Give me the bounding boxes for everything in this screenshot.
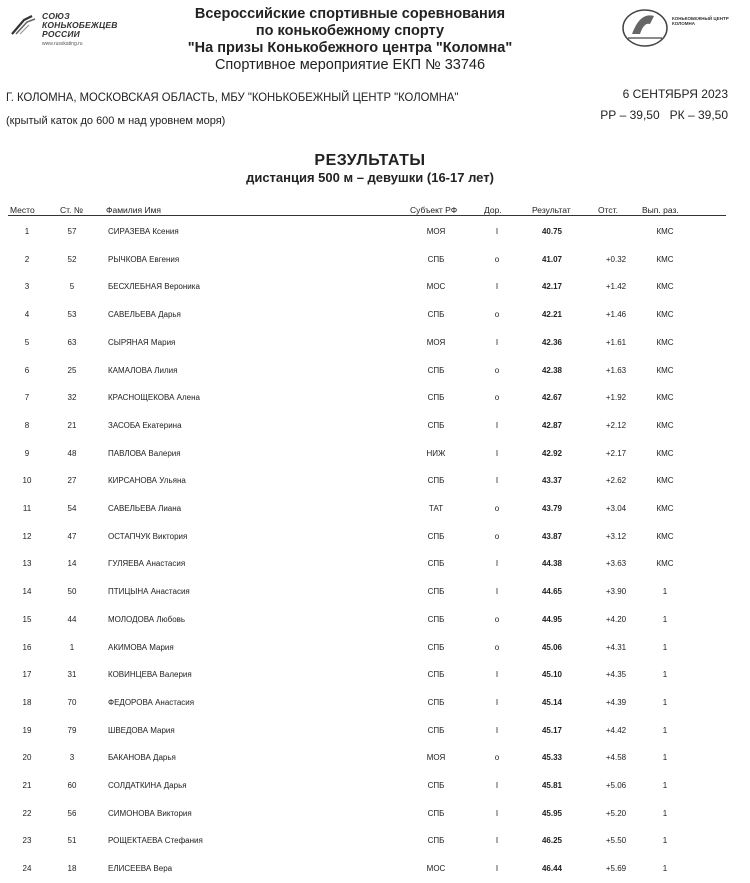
result-cell: 42.92: [541, 448, 563, 458]
region-cell: СПБ: [427, 808, 445, 818]
number-cell: 52: [67, 254, 77, 264]
place-cell: 19: [22, 725, 32, 735]
name-cell: ПТИЦЫНА Анастасия: [108, 587, 190, 597]
col-header-region: Субъект РФ: [410, 205, 458, 215]
venue-note: (крытый каток до 600 м над уровнем моря): [6, 115, 226, 127]
lane-cell: о: [494, 310, 500, 320]
region-cell: СПБ: [427, 420, 445, 430]
lane-cell: I: [495, 227, 499, 236]
lane-cell: I: [495, 697, 499, 707]
diff-cell: +3.04: [605, 504, 627, 513]
table-row: [0, 660, 750, 688]
region-cell: МОЯ: [426, 753, 446, 763]
result-cell: 45.06: [541, 642, 563, 652]
name-cell: САВЕЛЬЕВА Лиана: [108, 504, 182, 513]
place-cell: 14: [22, 587, 32, 597]
result-cell: 41.07: [541, 254, 563, 264]
result-cell: 42.38: [541, 365, 563, 375]
lane-cell: I: [495, 781, 499, 790]
document-header: [160, 6, 540, 74]
category-cell: 1: [662, 836, 668, 846]
table-row: [0, 633, 750, 661]
diff-cell: +3.12: [605, 531, 627, 541]
diff-cell: +3.90: [605, 587, 627, 597]
table-row: [0, 383, 750, 411]
place-cell: 2: [24, 254, 30, 264]
number-cell: 31: [67, 670, 77, 680]
result-cell: 42.87: [541, 420, 563, 430]
diff-cell: +4.58: [605, 753, 627, 763]
region-cell: СПБ: [427, 531, 445, 541]
place-cell: 4: [24, 310, 30, 320]
place-cell: 18: [22, 697, 32, 707]
category-cell: 1: [662, 864, 668, 874]
name-cell: РЫЧКОВА Евгения: [108, 254, 180, 264]
place-cell: 11: [22, 504, 32, 513]
number-cell: 1: [69, 642, 75, 652]
header-line-3: "На призы Конькобежного центра "Коломна": [187, 40, 513, 56]
diff-cell: +4.42: [605, 725, 627, 735]
diff-cell: +1.42: [605, 282, 627, 292]
diff-cell: +2.17: [605, 448, 627, 458]
lane-cell: о: [494, 531, 500, 541]
table-row: [0, 272, 750, 300]
place-cell: 7: [24, 393, 30, 403]
table-row: [0, 328, 750, 356]
region-cell: СПБ: [427, 697, 445, 707]
table-row: [0, 549, 750, 577]
table-row: [0, 522, 750, 550]
number-cell: 56: [67, 808, 77, 818]
venue: Г. КОЛОМНА, МОСКОВСКАЯ ОБЛАСТЬ, МБУ "КОНЬКОБЕЖНЫЙ ЦЕНТР "КОЛОМНА": [6, 90, 459, 104]
diff-cell: +5.20: [605, 808, 627, 818]
result-cell: 42.21: [541, 310, 563, 320]
place-cell: 10: [22, 476, 32, 486]
name-cell: КРАСНОЩЕКОВА Алена: [108, 393, 200, 403]
result-cell: 44.95: [541, 614, 563, 624]
result-cell: 43.79: [541, 504, 563, 513]
name-cell: РОЩЕКТАЕВА Стефания: [108, 836, 203, 846]
header-line-1: Всероссийские спортивные соревнования: [194, 6, 506, 22]
result-cell: 45.33: [541, 753, 563, 763]
table-row: [0, 799, 750, 827]
table-row: [0, 688, 750, 716]
results-title: РЕЗУЛЬТАТЫ: [314, 152, 426, 169]
place-cell: 23: [22, 836, 32, 846]
name-cell: СИРАЗЕВА Ксения: [108, 227, 179, 236]
federation-site: www.russkating.ru: [42, 41, 83, 47]
category-cell: КМС: [656, 282, 674, 292]
lane-cell: I: [495, 282, 499, 292]
number-cell: 47: [67, 531, 77, 541]
result-cell: 46.25: [541, 836, 563, 846]
number-cell: 14: [67, 559, 77, 569]
name-cell: МОЛОДОВА Любовь: [108, 614, 186, 624]
region-cell: СПБ: [427, 254, 445, 264]
lane-cell: I: [495, 587, 499, 597]
region-cell: ТАТ: [428, 504, 444, 513]
number-cell: 25: [67, 365, 77, 375]
center-logo: [618, 2, 736, 52]
diff-cell: +1.46: [605, 310, 627, 320]
category-cell: КМС: [656, 448, 674, 458]
category-cell: КМС: [656, 365, 674, 375]
lane-cell: I: [495, 670, 499, 680]
number-cell: 27: [67, 476, 77, 486]
name-cell: КАМАЛОВА Лилия: [108, 365, 178, 375]
category-cell: КМС: [656, 227, 674, 236]
lane-cell: I: [495, 420, 499, 430]
col-header-number: Ст. №: [60, 205, 83, 215]
region-cell: СПБ: [427, 614, 445, 624]
region-cell: НИЖ: [426, 448, 446, 458]
header-line-2: по конькобежному спорту: [255, 23, 445, 39]
lane-cell: о: [494, 642, 500, 652]
diff-cell: +4.31: [605, 642, 627, 652]
category-cell: 1: [662, 725, 668, 735]
table-row: [0, 356, 750, 384]
name-cell: ГУЛЯЕВА Анастасия: [108, 559, 186, 569]
table-row: [0, 300, 750, 328]
number-cell: 32: [67, 393, 77, 403]
number-cell: 50: [67, 587, 77, 597]
name-cell: КОВИНЦЕВА Валерия: [108, 670, 192, 680]
lane-cell: I: [495, 808, 499, 818]
place-cell: 5: [24, 337, 30, 347]
region-cell: СПБ: [427, 642, 445, 652]
diff-cell: +1.61: [605, 337, 627, 347]
skater-emblem-icon: [620, 4, 670, 50]
diff-cell: +2.62: [605, 476, 627, 486]
federation-logo: [6, 6, 156, 54]
lane-cell: о: [494, 254, 500, 264]
result-cell: 45.17: [541, 725, 563, 735]
result-cell: 43.37: [541, 476, 563, 486]
table-row: [0, 494, 750, 522]
lane-cell: I: [495, 337, 499, 347]
lane-cell: I: [495, 448, 499, 458]
number-cell: 44: [67, 614, 77, 624]
number-cell: 18: [67, 864, 77, 874]
place-cell: 8: [24, 420, 30, 430]
name-cell: БАКАНОВА Дарья: [108, 753, 176, 763]
result-cell: 45.14: [541, 697, 563, 707]
table-row: [0, 605, 750, 633]
table-row: [0, 411, 750, 439]
place-cell: 22: [22, 808, 32, 818]
diff-cell: +5.50: [605, 836, 627, 846]
region-cell: МОС: [426, 864, 446, 874]
lane-cell: о: [494, 365, 500, 375]
table-row: [0, 826, 750, 854]
col-header-place: Место: [10, 205, 35, 215]
region-cell: МОС: [426, 282, 446, 292]
category-cell: КМС: [656, 476, 674, 486]
name-cell: СОЛДАТКИНА Дарья: [108, 781, 187, 790]
header-line-4: Спортивное мероприятие ЕКП № 33746: [214, 57, 486, 73]
name-cell: ПАВЛОВА Валерия: [108, 448, 181, 458]
name-cell: КИРСАНОВА Ульяна: [108, 476, 186, 486]
name-cell: БЕСХЛЕБНАЯ Вероника: [108, 282, 200, 292]
lane-cell: о: [494, 393, 500, 403]
category-cell: 1: [662, 642, 668, 652]
category-cell: КМС: [656, 420, 674, 430]
table-row: [0, 466, 750, 494]
region-cell: МОЯ: [426, 337, 446, 347]
category-cell: КМС: [656, 254, 674, 264]
category-cell: КМС: [656, 337, 674, 347]
col-header-diff: Отст.: [598, 205, 618, 215]
table-row: [0, 577, 750, 605]
region-cell: СПБ: [427, 310, 445, 320]
place-cell: 9: [24, 448, 30, 458]
table-row: [0, 743, 750, 771]
category-cell: 1: [662, 781, 668, 790]
name-cell: ФЕДОРОВА Анастасия: [108, 697, 195, 707]
region-cell: СПБ: [427, 365, 445, 375]
region-cell: СПБ: [427, 559, 445, 569]
number-cell: 53: [67, 310, 77, 320]
table-row: [0, 716, 750, 744]
result-cell: 46.44: [541, 864, 563, 874]
name-cell: СЫРЯНАЯ Мария: [108, 337, 176, 347]
number-cell: 54: [67, 504, 77, 513]
region-cell: МОЯ: [426, 227, 446, 236]
diff-cell: +0.32: [605, 254, 627, 264]
number-cell: 63: [67, 337, 77, 347]
table-row: [0, 854, 750, 882]
region-cell: СПБ: [427, 836, 445, 846]
result-cell: 43.87: [541, 531, 563, 541]
lane-cell: о: [494, 753, 500, 763]
category-cell: КМС: [656, 559, 674, 569]
region-cell: СПБ: [427, 670, 445, 680]
lane-cell: I: [495, 476, 499, 486]
region-cell: СПБ: [427, 587, 445, 597]
diff-cell: +5.69: [605, 864, 627, 874]
category-cell: 1: [662, 697, 668, 707]
place-cell: 24: [22, 864, 32, 874]
region-cell: СПБ: [427, 725, 445, 735]
result-cell: 45.95: [541, 808, 563, 818]
name-cell: АКИМОВА Мария: [108, 642, 174, 652]
lane-cell: о: [494, 504, 500, 513]
number-cell: 79: [67, 725, 77, 735]
col-header-name: Фамилия Имя: [106, 205, 162, 215]
header-divider: [8, 215, 726, 216]
place-cell: 3: [24, 282, 30, 292]
diff-cell: +1.63: [605, 365, 627, 375]
table-row: [0, 771, 750, 799]
result-cell: 42.67: [541, 393, 563, 403]
place-cell: 6: [24, 365, 30, 375]
diff-cell: +4.39: [605, 697, 627, 707]
lane-cell: о: [494, 614, 500, 624]
category-cell: 1: [662, 808, 668, 818]
result-cell: 42.36: [541, 337, 563, 347]
diff-cell: +5.06: [605, 781, 627, 790]
place-cell: 1: [24, 227, 30, 236]
lane-cell: I: [495, 864, 499, 874]
diff-cell: +4.20: [605, 614, 627, 624]
name-cell: ЕЛИСЕЕВА Вера: [108, 864, 173, 874]
category-cell: 1: [662, 753, 668, 763]
place-cell: 15: [22, 614, 32, 624]
place-cell: 13: [22, 559, 32, 569]
category-cell: 1: [662, 670, 668, 680]
lane-cell: I: [495, 559, 499, 569]
place-cell: 16: [22, 642, 32, 652]
federation-name: СОЮЗ КОНЬКОБЕЖЦЕВ РОССИИ: [42, 11, 118, 39]
number-cell: 5: [69, 282, 75, 292]
name-cell: СИМОНОВА Виктория: [108, 808, 192, 818]
table-row: [0, 245, 750, 273]
result-cell: 44.38: [541, 559, 563, 569]
diff-cell: +2.12: [605, 420, 627, 430]
diff-cell: +3.63: [605, 559, 627, 569]
category-cell: КМС: [656, 310, 674, 320]
col-header-result: Результат: [532, 205, 571, 215]
number-cell: 48: [67, 448, 77, 458]
col-header-lane: Дор.: [484, 205, 502, 215]
center-logo-name: КОНЬКОБЕЖНЫЙ ЦЕНТР КОЛОМНА: [672, 16, 729, 26]
event-date: 6 СЕНТЯБРЯ 2023: [622, 87, 728, 101]
place-cell: 17: [22, 670, 32, 680]
number-cell: 60: [67, 781, 77, 790]
number-cell: 70: [67, 697, 77, 707]
region-cell: СПБ: [427, 476, 445, 486]
lane-cell: I: [495, 725, 499, 735]
result-cell: 42.17: [541, 282, 563, 292]
result-cell: 44.65: [541, 587, 563, 597]
diff-cell: +4.35: [605, 670, 627, 680]
col-header-category: Вып. раз.: [642, 205, 679, 215]
category-cell: КМС: [656, 531, 674, 541]
number-cell: 21: [67, 420, 77, 430]
result-cell: 40.75: [541, 227, 563, 236]
records: РР – 39,50 РК – 39,50: [600, 108, 728, 122]
result-cell: 45.10: [541, 670, 563, 680]
region-cell: СПБ: [427, 781, 445, 790]
name-cell: ЗАСОБА Екатерина: [108, 420, 182, 430]
results-subtitle: дистанция 500 м – девушки (16-17 лет): [246, 170, 494, 185]
category-cell: 1: [662, 587, 668, 597]
number-cell: 57: [67, 227, 77, 236]
number-cell: 51: [67, 836, 77, 846]
category-cell: КМС: [656, 504, 674, 513]
region-cell: СПБ: [427, 393, 445, 403]
table-row: [0, 439, 750, 467]
table-row: [0, 217, 750, 245]
result-cell: 45.81: [541, 781, 563, 790]
lane-cell: I: [495, 836, 499, 846]
name-cell: САВЕЛЬЕВА Дарья: [108, 310, 181, 320]
place-cell: 12: [22, 531, 32, 541]
diff-cell: +1.92: [605, 393, 627, 403]
name-cell: ОСТАПЧУК Виктория: [108, 531, 188, 541]
skater-logo-icon: [10, 14, 36, 36]
place-cell: 20: [22, 753, 32, 763]
place-cell: 21: [22, 781, 32, 790]
number-cell: 3: [69, 753, 75, 763]
category-cell: КМС: [656, 393, 674, 403]
category-cell: 1: [662, 614, 668, 624]
name-cell: ШВЕДОВА Мария: [108, 725, 175, 735]
